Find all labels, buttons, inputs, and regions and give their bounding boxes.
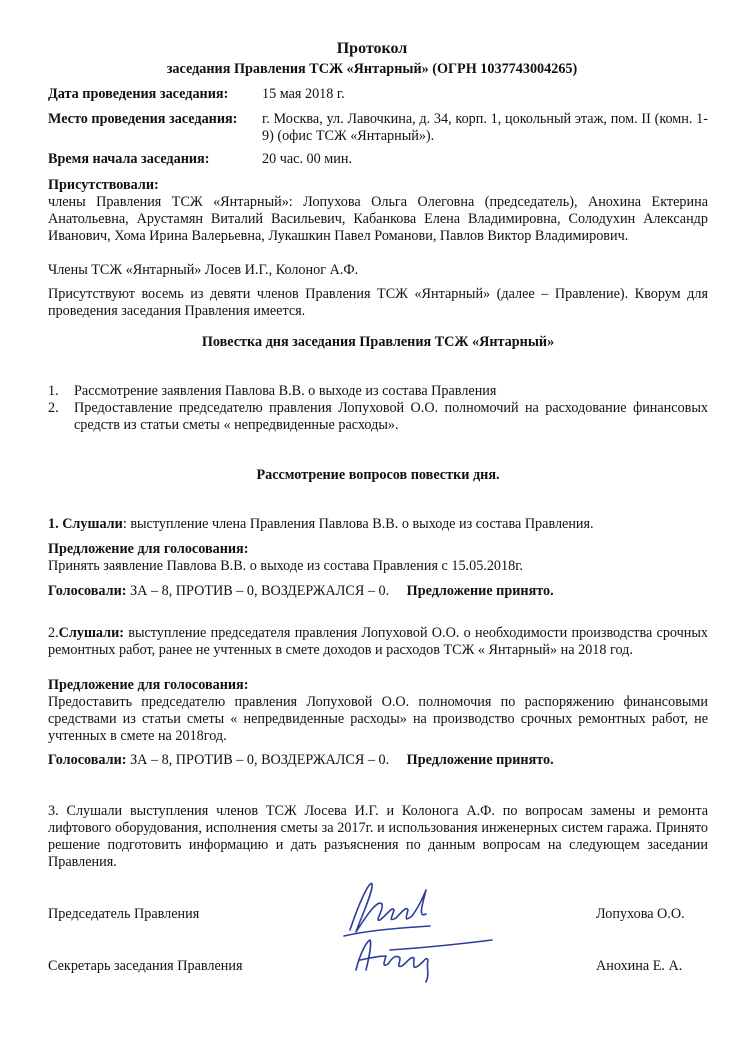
handwritten-signatures — [330, 870, 530, 990]
document-title: Протокол — [336, 40, 408, 57]
agenda-item-text: Предоставление председателю правления Лопуховой О.О. полномочий на расходование финансовых средств из статьи сметы « непредвиденные расходы». — [74, 400, 708, 433]
meeting-place-label: Место проведения заседания: — [48, 111, 238, 127]
q2-vote-text: ЗА – 8, ПРОТИВ – 0, ВОЗДЕРЖАЛСЯ – 0. — [126, 752, 390, 768]
chair-signature-stroke — [350, 883, 426, 932]
agenda-item-number: 1. — [48, 383, 59, 399]
q2-listened — [48, 625, 708, 659]
agenda-list — [48, 383, 708, 434]
chair-role: Председатель Правления — [48, 906, 200, 922]
q2-proposal-label: Предложение для голосования: — [48, 677, 249, 693]
agenda-item — [48, 383, 708, 400]
secretary-signature-stroke — [356, 940, 428, 982]
agenda-item-number: 2. — [48, 400, 59, 416]
meeting-place-row — [48, 111, 708, 145]
meeting-date-label: Дата проведения заседания: — [48, 86, 229, 102]
q1-vote — [48, 583, 708, 600]
secretary-signature-stroke — [390, 940, 492, 950]
signature-ink — [344, 883, 492, 982]
attendees-label: Присутствовали: — [48, 177, 159, 193]
q2-proposal-text: Предоставить председателю правления Лопуховой О.О. полномочия по распоряжению финансовыми средствами из статьи сметы « непредвиденные расходы» на производство срочных ремонтных работ, не учтенных в смете на 2018год. — [48, 694, 708, 744]
q2-vote-label: Голосовали: — [48, 752, 127, 768]
agenda-heading: Повестка дня заседания Правления ТСЖ «Янтарный» — [201, 334, 555, 350]
q2-result: Предложение принято. — [406, 752, 554, 768]
discussion-heading: Рассмотрение вопросов повестки дня. — [256, 467, 500, 483]
chair-name: Лопухова О.О. — [596, 906, 685, 922]
secretary-role: Секретарь заседания Правления — [48, 958, 243, 974]
q1-proposal-text: Принять заявление Павлова В.В. о выходе из состава Правления с 15.05.2018г. — [48, 558, 523, 574]
meeting-time-label: Время начала заседания: — [48, 151, 210, 167]
document-subtitle: заседания Правления ТСЖ «Янтарный» (ОГРН 1037743004265) — [166, 61, 578, 77]
attendees-board-list: члены Правления ТСЖ «Янтарный»: Лопухова Ольга Олеговна (председатель), Анохина Ектерина Анатольевна, Арустамян Виталий Васильевич, Кабанкова Елена Владимировна, Солодухин Александр Иванович, Хома Ирина Валерьевна, Лукашкин Павел Романови, Павлов Виктор Владимирович. — [48, 194, 708, 244]
agenda-item — [48, 400, 708, 434]
q1-vote-label: Голосовали: — [48, 583, 127, 599]
secretary-name: Анохина Е. А. — [596, 958, 683, 974]
agenda-item-text: Рассмотрение заявления Павлова В.В. о выходе из состава Правления — [74, 383, 497, 399]
q2-number: 2. — [48, 625, 59, 641]
q2-vote — [48, 752, 708, 769]
meeting-date-value: 15 мая 2018 г. — [262, 86, 345, 102]
q1-proposal-label: Предложение для голосования: — [48, 541, 249, 557]
meeting-time-value: 20 час. 00 мин. — [262, 151, 353, 167]
q1-vote-text: ЗА – 8, ПРОТИВ – 0, ВОЗДЕРЖАЛСЯ – 0. — [126, 583, 390, 599]
q3-text: 3. Слушали выступления членов ТСЖ Лосева И.Г. и Колонога А.Ф. по вопросам замены и ремонта лифтового оборудования, исполнения сметы за 2017г. и использования инженерных систем гаража. Принято решение подготовить информацию и дать разъяснения по данным вопросам на следующем заседании Правления. — [48, 803, 708, 870]
meeting-place-value: г. Москва, ул. Лавочкина, д. 34, корп. 1, цокольный этаж, пом. II (комн. 1-9) (офис ТСЖ «Янтарный»). — [262, 111, 708, 144]
quorum-statement: Присутствуют восемь из девяти членов Правления ТСЖ «Янтарный» (далее – Правление). Кворум для проведения заседания Правления имеется. — [48, 286, 708, 319]
attendees-members-list: Члены ТСЖ «Янтарный» Лосев И.Г., Колоног А.Ф. — [48, 262, 359, 278]
q2-listened-text: выступление председателя правления Лопуховой О.О. о необходимости производства срочных ремонтных работ, ранее не учтенных в смете доходов и расходов ТСЖ « Янтарный» на 2018 год. — [48, 625, 708, 658]
q1-listened — [48, 516, 708, 533]
q1-listened-label: 1. Слушали — [48, 516, 123, 532]
q1-listened-text: : выступление члена Правления Павлова В.В. о выходе из состава Правления. — [122, 516, 594, 532]
q2-listened-label: Слушали: — [58, 625, 124, 641]
q1-result: Предложение принято. — [406, 583, 554, 599]
